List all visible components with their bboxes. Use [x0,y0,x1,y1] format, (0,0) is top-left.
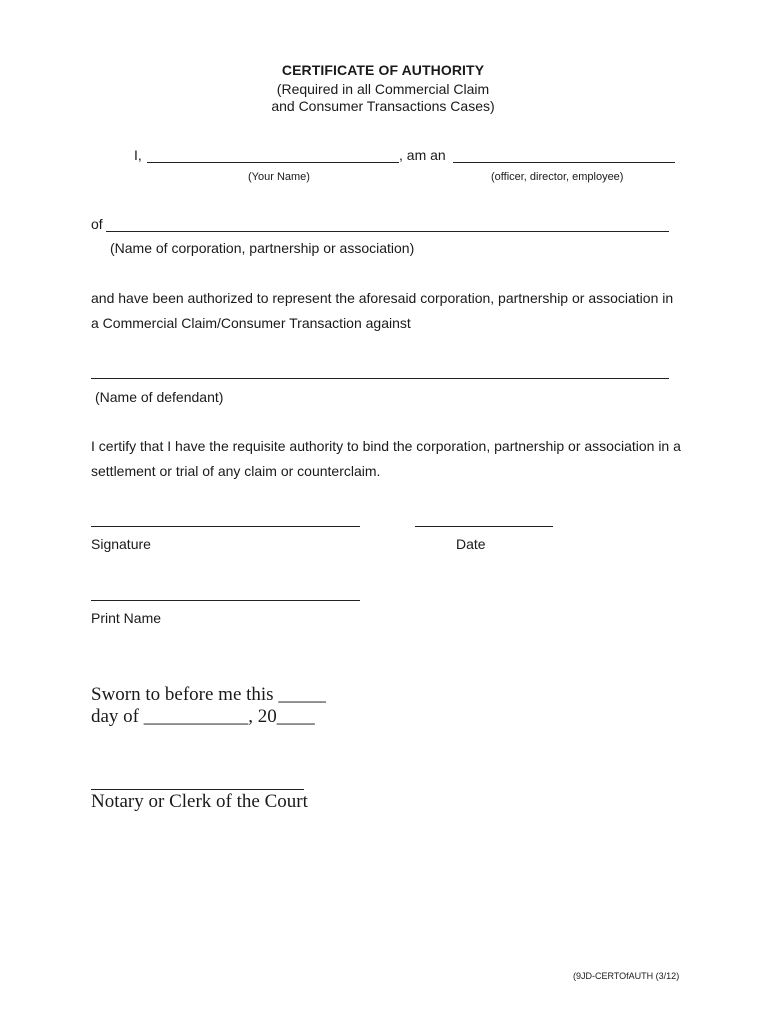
declarant-prefix: I, [134,147,142,163]
defendant-name-field[interactable] [91,378,669,379]
notary-label: Notary or Clerk of the Court [91,791,308,812]
print-name-field[interactable] [91,600,360,601]
signature-label: Signature [91,536,151,552]
document-title: CERTIFICATE OF AUTHORITY [281,62,485,78]
role-field[interactable] [453,162,675,163]
oath-line2: day of ___________, 20____ [91,706,315,727]
notary-signature-field[interactable] [91,789,304,790]
your-name-caption: (Your Name) [248,171,310,183]
form-code: (9JD-CERTOfAUTH (3/12) [573,971,680,981]
date-field[interactable] [415,526,553,527]
role-caption: (officer, director, employee) [491,171,624,183]
certification-text-line1: I certify that I have the requisite authority to bind the corporation, partnership or association in a [91,438,681,454]
authorization-text-line2: a Commercial Claim/Consumer Transaction against [91,315,411,331]
print-name-label: Print Name [91,610,162,626]
your-name-field[interactable] [147,162,399,163]
entity-name-field[interactable] [106,231,669,232]
signature-field[interactable] [91,526,360,527]
authorization-text-line1: and have been authorized to represent the aforesaid corporation, partnership or association in [91,290,674,306]
defendant-caption: (Name of defendant) [95,389,224,405]
declarant-connector: , am an [399,147,446,163]
entity-prefix: of [91,216,103,232]
document-subtitle-line1: (Required in all Commercial Claim [276,81,490,97]
document-subtitle-line2: and Consumer Transactions Cases) [271,98,495,114]
entity-caption: (Name of corporation, partnership or association) [110,240,415,256]
oath-line1: Sworn to before me this _____ [91,684,326,705]
date-label: Date [456,536,486,552]
certification-text-line2: settlement or trial of any claim or counterclaim. [91,463,381,479]
